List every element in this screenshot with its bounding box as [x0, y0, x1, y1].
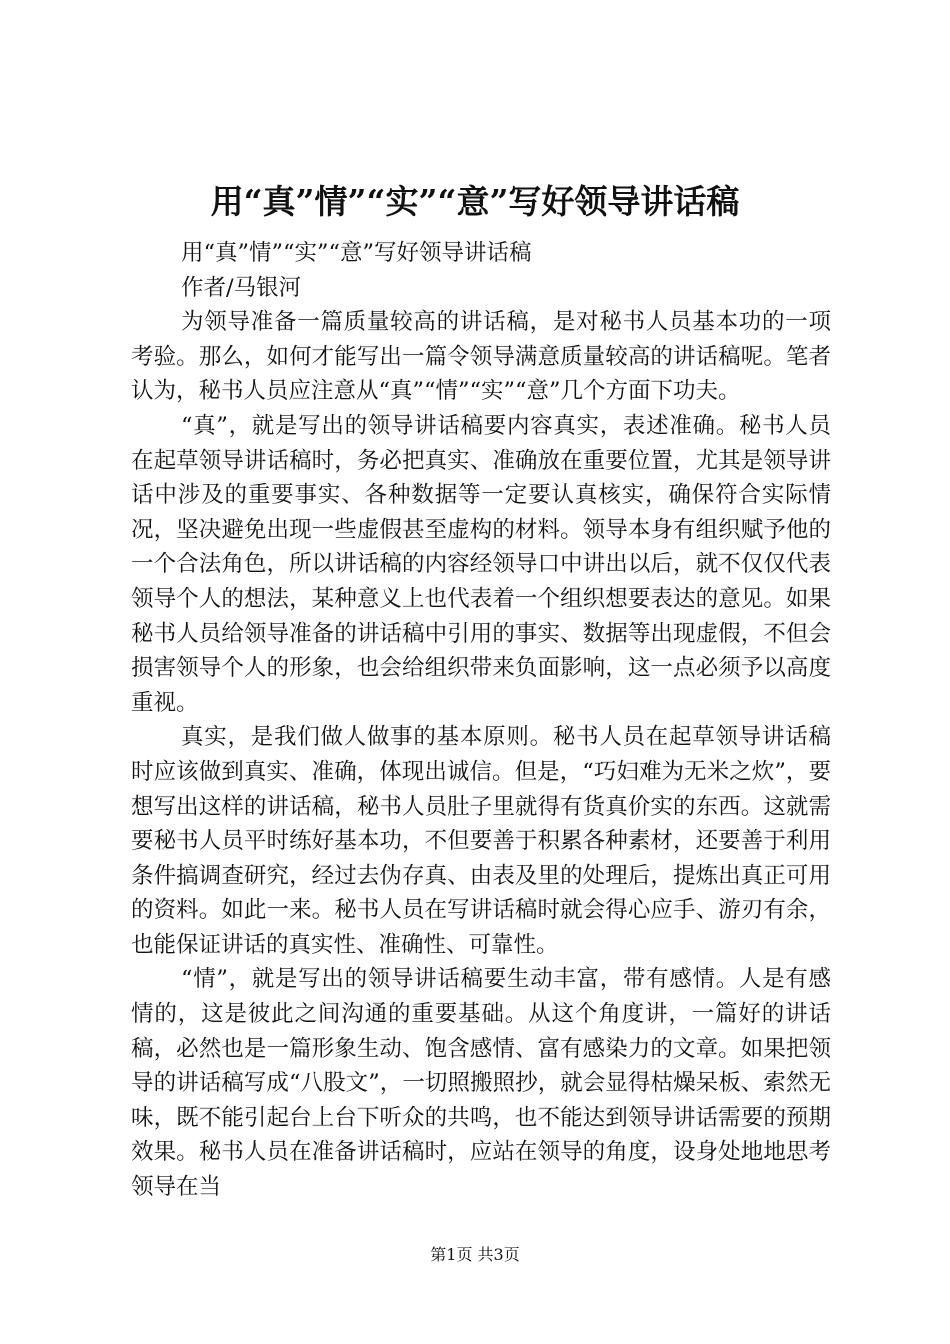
- paragraph-qing: “情”，就是写出的领导讲话稿要生动丰富，带有感情。人是有感情的，这是彼此之间沟通的重要基础。从这个角度讲，一篇好的讲话稿，必然也是一篇形象生动、饱含感情、富有感染力的文章。如果把领导的讲话稿写成“八股文”，一切照搬照抄，就会显得枯燥呆板、索然无味，既不能引起台上台下听众的共鸣，也不能达到领导讲话需要的预期效果。秘书人员在准备讲话稿时，应站在领导的角度，设身处地地思考领导在当: [131, 966, 831, 1201]
- paragraph-zhenshi: 真实，是我们做人做事的基本原则。秘书人员在起草领导讲话稿时应该做到真实、准确，体现出诚信。但是，“巧妇难为无米之炊”，要想写出这样的讲话稿，秘书人员肚子里就得有货真价实的东西。这就需要秘书人员平时练好基本功，不但要善于积累各种素材，还要善于利用条件搞调查研究，经过去伪存真、由表及里的处理后，提炼出真正可用的资料。如此一来。秘书人员在写讲话稿时就会得心应手、游刃有余，也能保证讲话的真实性、准确性、可靠性。: [131, 724, 831, 958]
- document-title: 用“真”情”“实”“意”写好领导讲话稿: [210, 182, 740, 221]
- paragraph-zhen: “真”，就是写出的领导讲话稿要内容真实，表述准确。秘书人员在起草领导讲话稿时，务必把真实、准确放在重要位置，尤其是领导讲话中涉及的重要事实、各种数据等一定要认真核实，确保符合实际情况，坚决避免出现一些虚假甚至虚构的材料。领导本身有组织赋予他的一个合法角色，所以讲话稿的内容经领导口中讲出以后，就不仅仅代表领导个人的想法，某种意义上也代表着一个组织想要表达的意见。如果秘书人员给领导准备的讲话稿中引用的事实、数据等出现虚假，不但会损害领导个人的形象，也会给组织带来负面影响，这一点必须予以高度重视。: [131, 412, 831, 716]
- author-line: 作者/马银河: [181, 274, 302, 301]
- paragraph-intro: 为领导准备一篇质量较高的讲话稿，是对秘书人员基本功的一项考验。那么，如何才能写出一篇令领导满意质量较高的讲话稿呢。笔者认为，秘书人员应注意从“真”“情”“实”“意”几个方面下功夫。: [131, 309, 831, 405]
- page-footer: 第1页 共3页: [430, 1245, 520, 1264]
- subtitle-line: 用“真”情”“实”“意”写好领导讲话稿: [181, 240, 532, 266]
- document-body: [131, 236, 831, 1205]
